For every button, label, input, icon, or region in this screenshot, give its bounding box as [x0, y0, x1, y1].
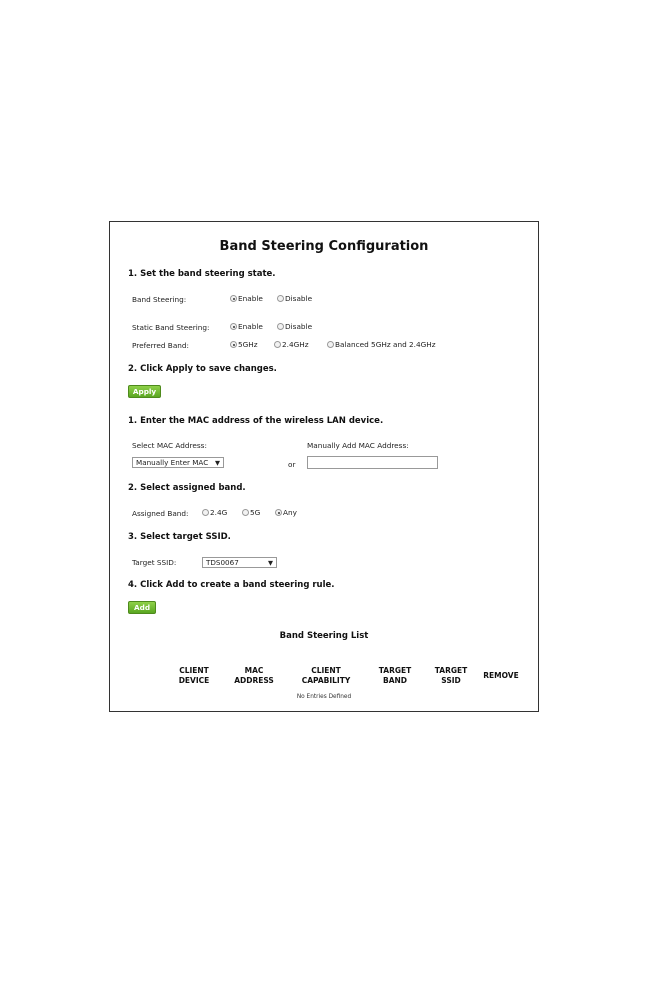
- section-heading-apply: 2. Click Apply to save changes.: [128, 364, 277, 374]
- column-header-mac-address: MAC ADDRESS: [234, 666, 274, 685]
- band-steering-list-title: Band Steering List: [279, 631, 369, 641]
- radio-selected-icon: [230, 323, 237, 330]
- manual-mac-input[interactable]: [307, 456, 438, 469]
- radio-unselected-icon: [274, 341, 281, 348]
- assigned-band-label: Assigned Band:: [132, 509, 189, 518]
- preferred-band-2-4ghz-radio[interactable]: 2.4GHz: [274, 340, 309, 349]
- select-mac-label: Select MAC Address:: [132, 441, 207, 450]
- preferred-band-label: Preferred Band:: [132, 341, 190, 350]
- manual-mac-label: Manually Add MAC Address:: [307, 441, 409, 450]
- assigned-band-2-4g-radio[interactable]: 2.4G: [202, 508, 227, 517]
- empty-list-message: No Entries Defined: [296, 694, 352, 700]
- radio-unselected-icon: [277, 295, 284, 302]
- column-header-target-ssid: TARGET SSID: [434, 666, 468, 685]
- apply-button[interactable]: Apply: [128, 385, 161, 398]
- section-heading-band: 2. Select assigned band.: [128, 483, 246, 493]
- select-mac-dropdown[interactable]: Manually Enter MAC ▼: [132, 457, 224, 468]
- static-band-steering-label: Static Band Steering:: [132, 323, 210, 332]
- section-heading-ssid: 3. Select target SSID.: [128, 532, 231, 542]
- static-band-steering-disable-radio[interactable]: Disable: [277, 322, 312, 331]
- caret-down-icon: ▼: [215, 458, 220, 467]
- static-band-steering-enable-radio[interactable]: Enable: [230, 322, 263, 331]
- target-ssid-dropdown[interactable]: TDS0067 ▼: [202, 557, 277, 568]
- preferred-band-balanced-radio[interactable]: Balanced 5GHz and 2.4GHz: [327, 340, 436, 349]
- column-header-remove: REMOVE: [483, 671, 519, 680]
- assigned-band-any-radio[interactable]: Any: [275, 508, 297, 517]
- column-header-client-capability: CLIENT CAPABILITY: [301, 666, 351, 685]
- section-heading-add: 4. Click Add to create a band steering rule.: [128, 580, 335, 590]
- target-ssid-label: Target SSID:: [132, 558, 177, 567]
- caret-down-icon: ▼: [268, 558, 273, 567]
- radio-selected-icon: [230, 295, 237, 302]
- band-steering-enable-radio[interactable]: Enable: [230, 294, 263, 303]
- or-text: or: [288, 460, 296, 469]
- radio-selected-icon: [230, 341, 237, 348]
- radio-unselected-icon: [327, 341, 334, 348]
- column-header-target-band: TARGET BAND: [378, 666, 412, 685]
- radio-unselected-icon: [242, 509, 249, 516]
- radio-selected-icon: [275, 509, 282, 516]
- band-steering-panel: [109, 221, 539, 712]
- radio-unselected-icon: [202, 509, 209, 516]
- section-heading-state: 1. Set the band steering state.: [128, 269, 276, 279]
- band-steering-disable-radio[interactable]: Disable: [277, 294, 312, 303]
- assigned-band-5g-radio[interactable]: 5G: [242, 508, 260, 517]
- band-steering-label: Band Steering:: [132, 295, 187, 304]
- radio-unselected-icon: [277, 323, 284, 330]
- preferred-band-5ghz-radio[interactable]: 5GHz: [230, 340, 258, 349]
- section-heading-mac: 1. Enter the MAC address of the wireless LAN device.: [128, 416, 384, 426]
- add-button[interactable]: Add: [128, 601, 156, 614]
- column-header-client-device: CLIENT DEVICE: [178, 666, 210, 685]
- page-title: Band Steering Configuration: [219, 239, 429, 254]
